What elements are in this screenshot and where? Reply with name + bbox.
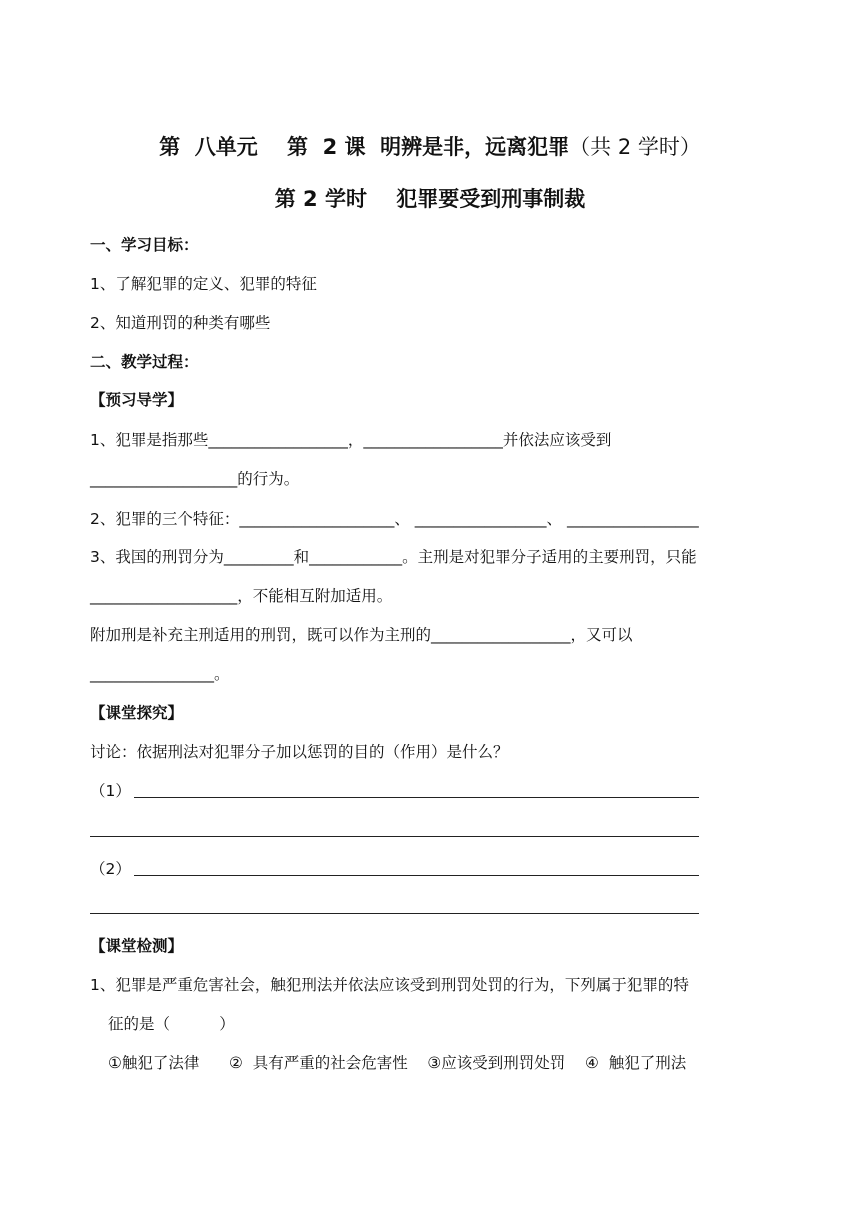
preview-question-4-line-1: 附加刑是补充主刑适用的刑罚，既可以作为主刑的__________________，又可以 [90, 626, 633, 644]
check-heading: 【课堂检测】 [90, 937, 184, 955]
answer-label-1: （1） [90, 782, 131, 800]
title-main: 第 八单元 第 2 课 明辨是非，远离犯罪 [159, 135, 570, 159]
preview-question-3-line-1: 3、我国的刑罚分为_________和____________。主刑是对犯罪分子适用的主要刑罚，只能 [90, 548, 697, 566]
preview-heading: 【预习导学】 [90, 391, 184, 409]
explore-question: 讨论：依据刑法对犯罪分子加以惩罚的目的（作用）是什么？ [90, 743, 509, 761]
preview-question-3-line-2: ___________________，不能相互附加适用。 [90, 587, 393, 605]
page-title [0, 134, 860, 160]
title-suffix: （共 2 学时） [569, 135, 701, 159]
check-question-1-line-1: 1、犯罪是严重危害社会，触犯刑法并依法应该受到刑罚处罚的行为，下列属于犯罪的特 [90, 976, 689, 994]
preview-question-1-line-2: ___________________的行为。 [90, 470, 300, 488]
page-subtitle: 第 2 学时 犯罪要受到刑事制裁 [274, 187, 586, 211]
objective-item-2: 2、知道刑罚的种类有哪些 [90, 314, 271, 332]
check-question-1-options: ①触犯了法律 ② 具有严重的社会危害性 ③应该受到刑罚处罚 ④ 触犯了刑法 [108, 1054, 687, 1072]
explore-heading: 【课堂探究】 [90, 704, 184, 722]
preview-question-4-line-2: ________________。 [90, 665, 230, 683]
check-question-1-line-2: 征的是（ ） [108, 1015, 235, 1033]
preview-question-1-line-1: 1、犯罪是指那些__________________，__________________并依法应该受到 [90, 431, 612, 449]
answer-line-2a[interactable] [134, 875, 699, 876]
answer-line-1a[interactable] [134, 797, 699, 798]
objective-item-1: 1、了解犯罪的定义、犯罪的特征 [90, 275, 317, 293]
preview-question-2: 2、犯罪的三个特征：____________________、 _________________、 _________________ [90, 510, 699, 528]
process-heading: 二、教学过程： [90, 353, 199, 371]
answer-line-2b[interactable] [90, 913, 699, 914]
objectives-heading: 一、学习目标： [90, 236, 199, 254]
answer-line-1b[interactable] [90, 836, 699, 837]
answer-label-2: （2） [90, 860, 131, 878]
